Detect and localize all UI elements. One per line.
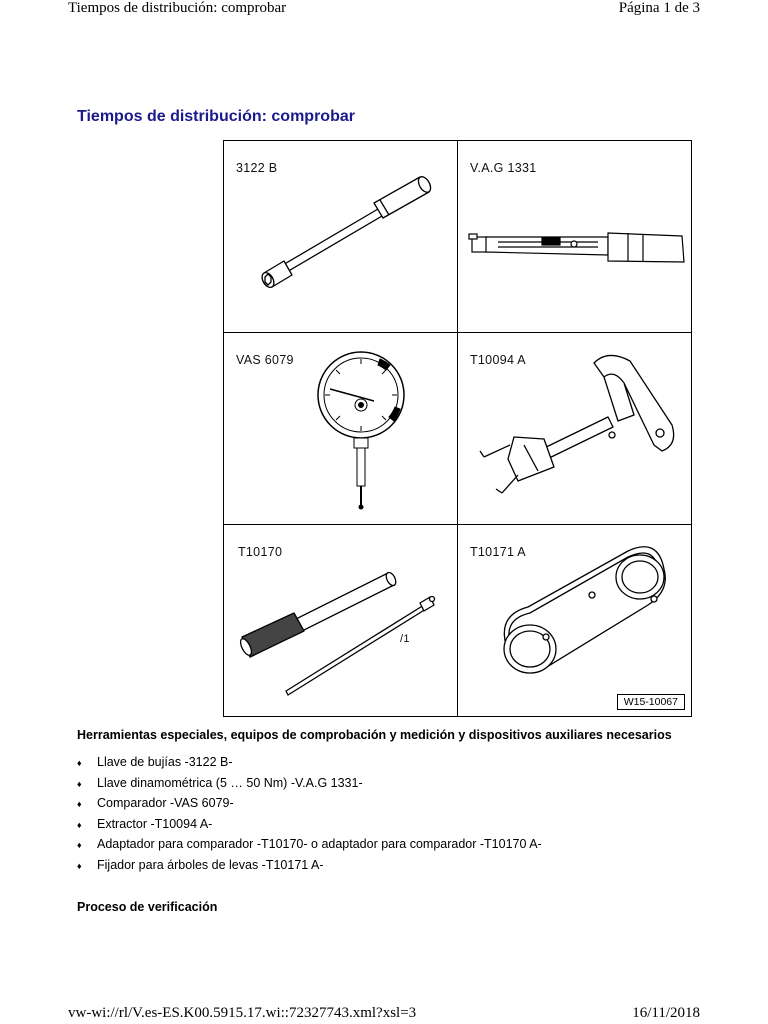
callout-label: /1 — [400, 633, 410, 645]
list-item — [77, 795, 542, 816]
list-item-text: Llave de bujías -3122 B- — [97, 755, 233, 769]
list-item — [77, 836, 542, 857]
list-item-text: Llave dinamométrica (5 … 50 Nm) -V.A.G 1331- — [97, 775, 363, 790]
bullet-icon: ♦ — [77, 860, 82, 871]
camshaft-fixer-drawing — [458, 525, 691, 716]
dial-indicator-drawing — [224, 333, 457, 524]
figure-code: W15-10067 — [617, 694, 685, 710]
tools-heading: Herramientas especiales, equipos de comprobación y medición y dispositivos auxiliares necesarios — [77, 728, 672, 742]
extractor-drawing — [458, 333, 691, 524]
list-item — [77, 754, 542, 775]
bullet-icon: ♦ — [77, 778, 82, 789]
list-item-text: Comparador -VAS 6079- — [97, 796, 234, 810]
list-item-text: Fijador para árboles de levas -T10171 A- — [97, 857, 324, 872]
cell-extractor — [458, 333, 691, 524]
comparator-adapter-drawing — [224, 525, 457, 716]
footer-date: 16/11/2018 — [632, 1005, 700, 1021]
torque-wrench-drawing — [458, 141, 691, 332]
bullet-icon: ♦ — [77, 799, 82, 809]
cell-label-3122b: 3122 B — [236, 161, 278, 175]
bullet-icon: ♦ — [77, 819, 82, 830]
cell-label-t10171a: T10171 A — [470, 545, 526, 559]
list-item-text: Extractor -T10094 A- — [97, 816, 213, 831]
tool-list — [77, 754, 542, 877]
list-item — [77, 775, 542, 796]
cell-label-t10094a: T10094 A — [470, 353, 526, 367]
tool-figure — [223, 140, 692, 717]
cell-dial-indicator — [224, 333, 457, 524]
bullet-icon: ♦ — [77, 758, 82, 768]
cell-camshaft-fixer — [458, 525, 691, 716]
cell-label-vas6079: VAS 6079 — [236, 353, 294, 367]
cell-spark-plug-wrench — [224, 141, 457, 332]
cell-torque-wrench — [458, 141, 691, 332]
header-title: Tiempos de distribución: comprobar — [68, 0, 287, 16]
spark-plug-wrench-drawing — [224, 141, 457, 332]
header-page-number: Página 1 de 3 — [618, 0, 700, 16]
page-title: Tiempos de distribución: comprobar — [77, 108, 355, 125]
list-item — [77, 816, 542, 837]
cell-comparator-adapter — [224, 525, 457, 716]
list-item — [77, 857, 542, 878]
cell-label-t10170: T10170 — [238, 545, 283, 559]
process-heading: Proceso de verificación — [77, 900, 218, 914]
list-item-text: Adaptador para comparador -T10170- o adaptador para comparador -T10170 A- — [97, 837, 542, 851]
footer-url: vw-wi://rl/V.es-ES.K00.5915.17.wi::72327743.xml?xsl=3 — [68, 1005, 417, 1021]
bullet-icon: ♦ — [77, 840, 82, 850]
cell-label-vag1331: V.A.G 1331 — [470, 161, 537, 175]
